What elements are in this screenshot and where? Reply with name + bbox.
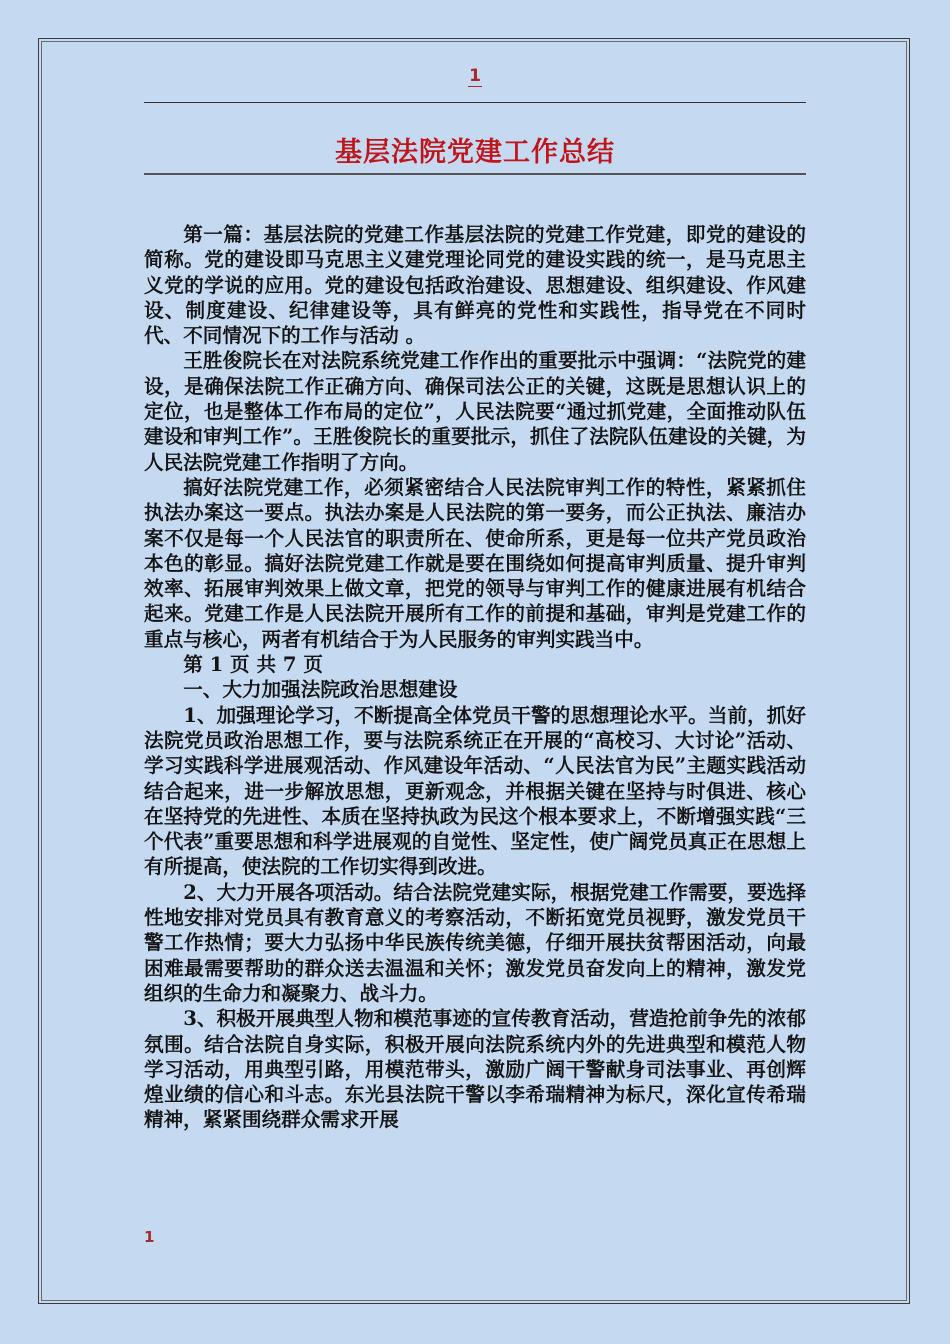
paragraph: 第一篇：基层法院的党建工作基层法院的党建工作党建，即党的建设的简称。党的建设即马克思主义建党理论同党的建设实践的统一，是马克思主义党的学说的应用。党的建设包括政治建设、思想建设、组织建设、作风建设、制度建设、纪律建设等，具有鲜亮的党性和实践性，指导党在不同时代、不同情况下的工作与活动 。 xyxy=(144,223,806,348)
header-page-number-text: 1 xyxy=(469,66,481,86)
paragraph: 3、积极开展典型人物和模范事迹的宣传教育活动，营造抢前争先的浓郁氛围。结合法院自身实际，积极开展向法院系统内外的先进典型和模范人物学习活动，用典型引路，用模范带头，激励广阔干警献身司法事业、再创辉煌业绩的信心和斗志。东光县法院干警以李希瑞精神为标尺，深化宣传希瑞精神，紧紧围绕群众需求开展 xyxy=(144,1007,806,1132)
header-divider xyxy=(144,102,806,103)
paragraph: 1、加强理论学习，不断提高全体党员干警的思想理论水平。当前，抓好法院党员政治思想工作，要与法院系统正在开展的“高校习、大讨论”活动、学习实践科学进展观活动、作风建设年活动、“人民法官为民”主题实践活动结合起来，进一步解放思想，更新观念，并根据关键在坚持与时俱进、核心在坚持党的先进性、本质在坚持执政为民这个根本要求上，不断增强实践“三个代表”重要思想和科学进展观的自觉性、坚定性，使广阔党员真正在思想上有所提高，使法院的工作切实得到改进。 xyxy=(144,703,806,879)
paragraph: 王胜俊院长在对法院系统党建工作作出的重要批示中强调：“法院党的建设，是确保法院工作正确方向、确保司法公正的关键，这既是思想认识上的定位，也是整体工作布局的定位”，人民法院要“通过抓党建，全面推动队伍建设和审判工作”。王胜俊院长的重要批示，抓住了法院队伍建设的关键，为人民法院党建工作指明了方向。 xyxy=(144,349,806,474)
title-divider xyxy=(144,173,806,175)
document-body xyxy=(144,222,806,1133)
document-title: 基层法院党建工作总结 xyxy=(335,137,615,168)
footer-page-number: 1 xyxy=(144,1228,155,1246)
paragraph: 2、大力开展各项活动。结合法院党建实际，根据党建工作需要，要选择性地安排对党员具有教育意义的考察活动，不断拓宽党员视野，激发党员干警工作热情；要大力弘扬中华民族传统美德，仔细开展扶贫帮困活动，向最困难最需要帮助的群众送去温温和关怀；激发党员奋发向上的精神，激发党组织的生命力和凝聚力、战斗力。 xyxy=(144,880,806,1005)
paragraph: 搞好法院党建工作，必须紧密结合人民法院审判工作的特性，紧紧抓住执法办案这一要点。执法办案是人民法院的第一要务，而公正执法、廉洁办案不仅是每一个人民法官的职责所在、使命所系，更是每一位共产党员政治本色的彰显。搞好法院党建工作就是要在围绕如何提高审判质量、提升审判效率、拓展审判效果上做文章，把党的领导与审判工作的健康进展有机结合起来。党建工作是人民法院开展所有工作的前提和基础，审判是党建工作的重点与核心，两者有机结合于为人民服务的审判实践当中。 xyxy=(144,475,806,651)
section-heading: 一、大力加强法院政治思想建设 xyxy=(183,678,458,702)
header-page-number xyxy=(0,66,950,86)
inline-page-marker: 第 1 页 共 7 页 xyxy=(183,653,323,677)
